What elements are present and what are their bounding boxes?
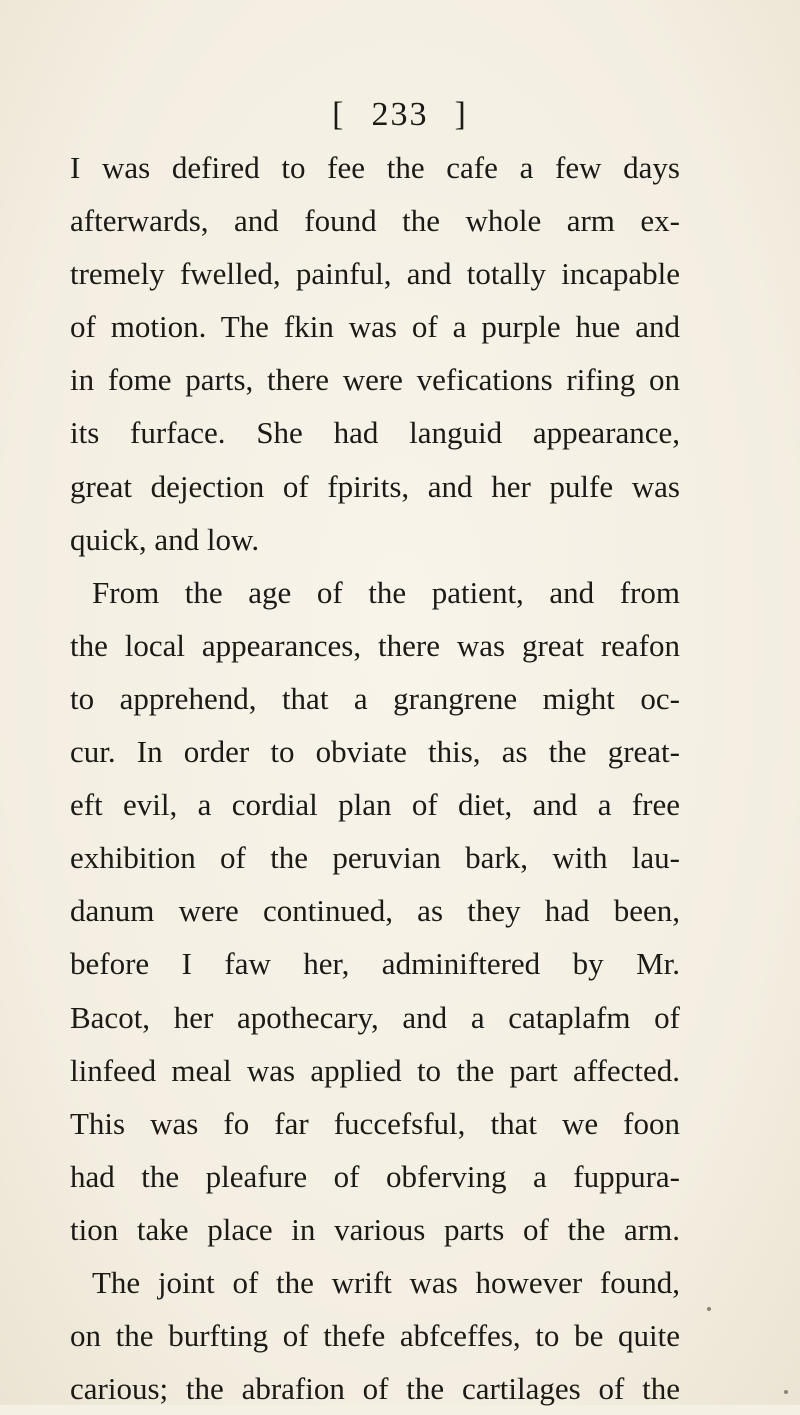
text-line: Bacot, her apothecary, and a cataplafm of	[70, 999, 680, 1035]
text-line: great dejection of fpirits, and her pulfe was	[70, 468, 680, 504]
text-line: tremely fwelled, painful, and totally incapable	[70, 256, 680, 292]
text-line: carious; the abrafion of the cartilages of the	[70, 1371, 680, 1407]
text-line: its furface. She had languid appearance,	[70, 415, 680, 451]
paper-speck	[707, 1307, 711, 1311]
text-line: before I faw her, adminiftered by Mr.	[70, 946, 680, 982]
text-line: eft evil, a cordial plan of diet, and a free	[70, 787, 680, 823]
text-line: the local appearances, there was great reafon	[70, 627, 680, 663]
text-line: cur. In order to obviate this, as the great-	[70, 734, 680, 770]
body-text	[70, 141, 680, 1415]
text-line: tion take place in various parts of the arm.	[70, 1211, 680, 1247]
text-line: on the burfting of thefe abfceffes, to be quite	[70, 1318, 680, 1354]
text-line: The joint of the wrift was however found,	[92, 1264, 680, 1300]
text-line: to apprehend, that a grangrene might oc-	[70, 680, 680, 716]
text-line: exhibition of the peruvian bark, with lau-	[70, 840, 680, 876]
right-bracket: ]	[454, 96, 468, 133]
text-line: From the age of the patient, and from	[92, 574, 680, 610]
text-line: of motion. The fkin was of a purple hue and	[70, 309, 680, 345]
left-bracket: [	[332, 96, 346, 133]
text-line: I was defired to fee the cafe a few days	[70, 150, 680, 185]
text-line: quick, and low.	[70, 521, 260, 557]
text-line: linfeed meal was applied to the part affected.	[70, 1052, 680, 1088]
text-line: danum were continued, as they had been,	[70, 893, 680, 929]
paper-speck	[784, 1390, 788, 1394]
page-number	[0, 96, 800, 134]
text-line: afterwards, and found the whole arm ex-	[70, 203, 680, 239]
text-line: This was fo far fuccefsful, that we foon	[70, 1105, 680, 1141]
page-number-value: 233	[371, 96, 429, 133]
text-line: had the pleafure of obferving a fuppura-	[70, 1158, 680, 1194]
text-line: in fome parts, there were vefications rifing on	[70, 362, 680, 398]
